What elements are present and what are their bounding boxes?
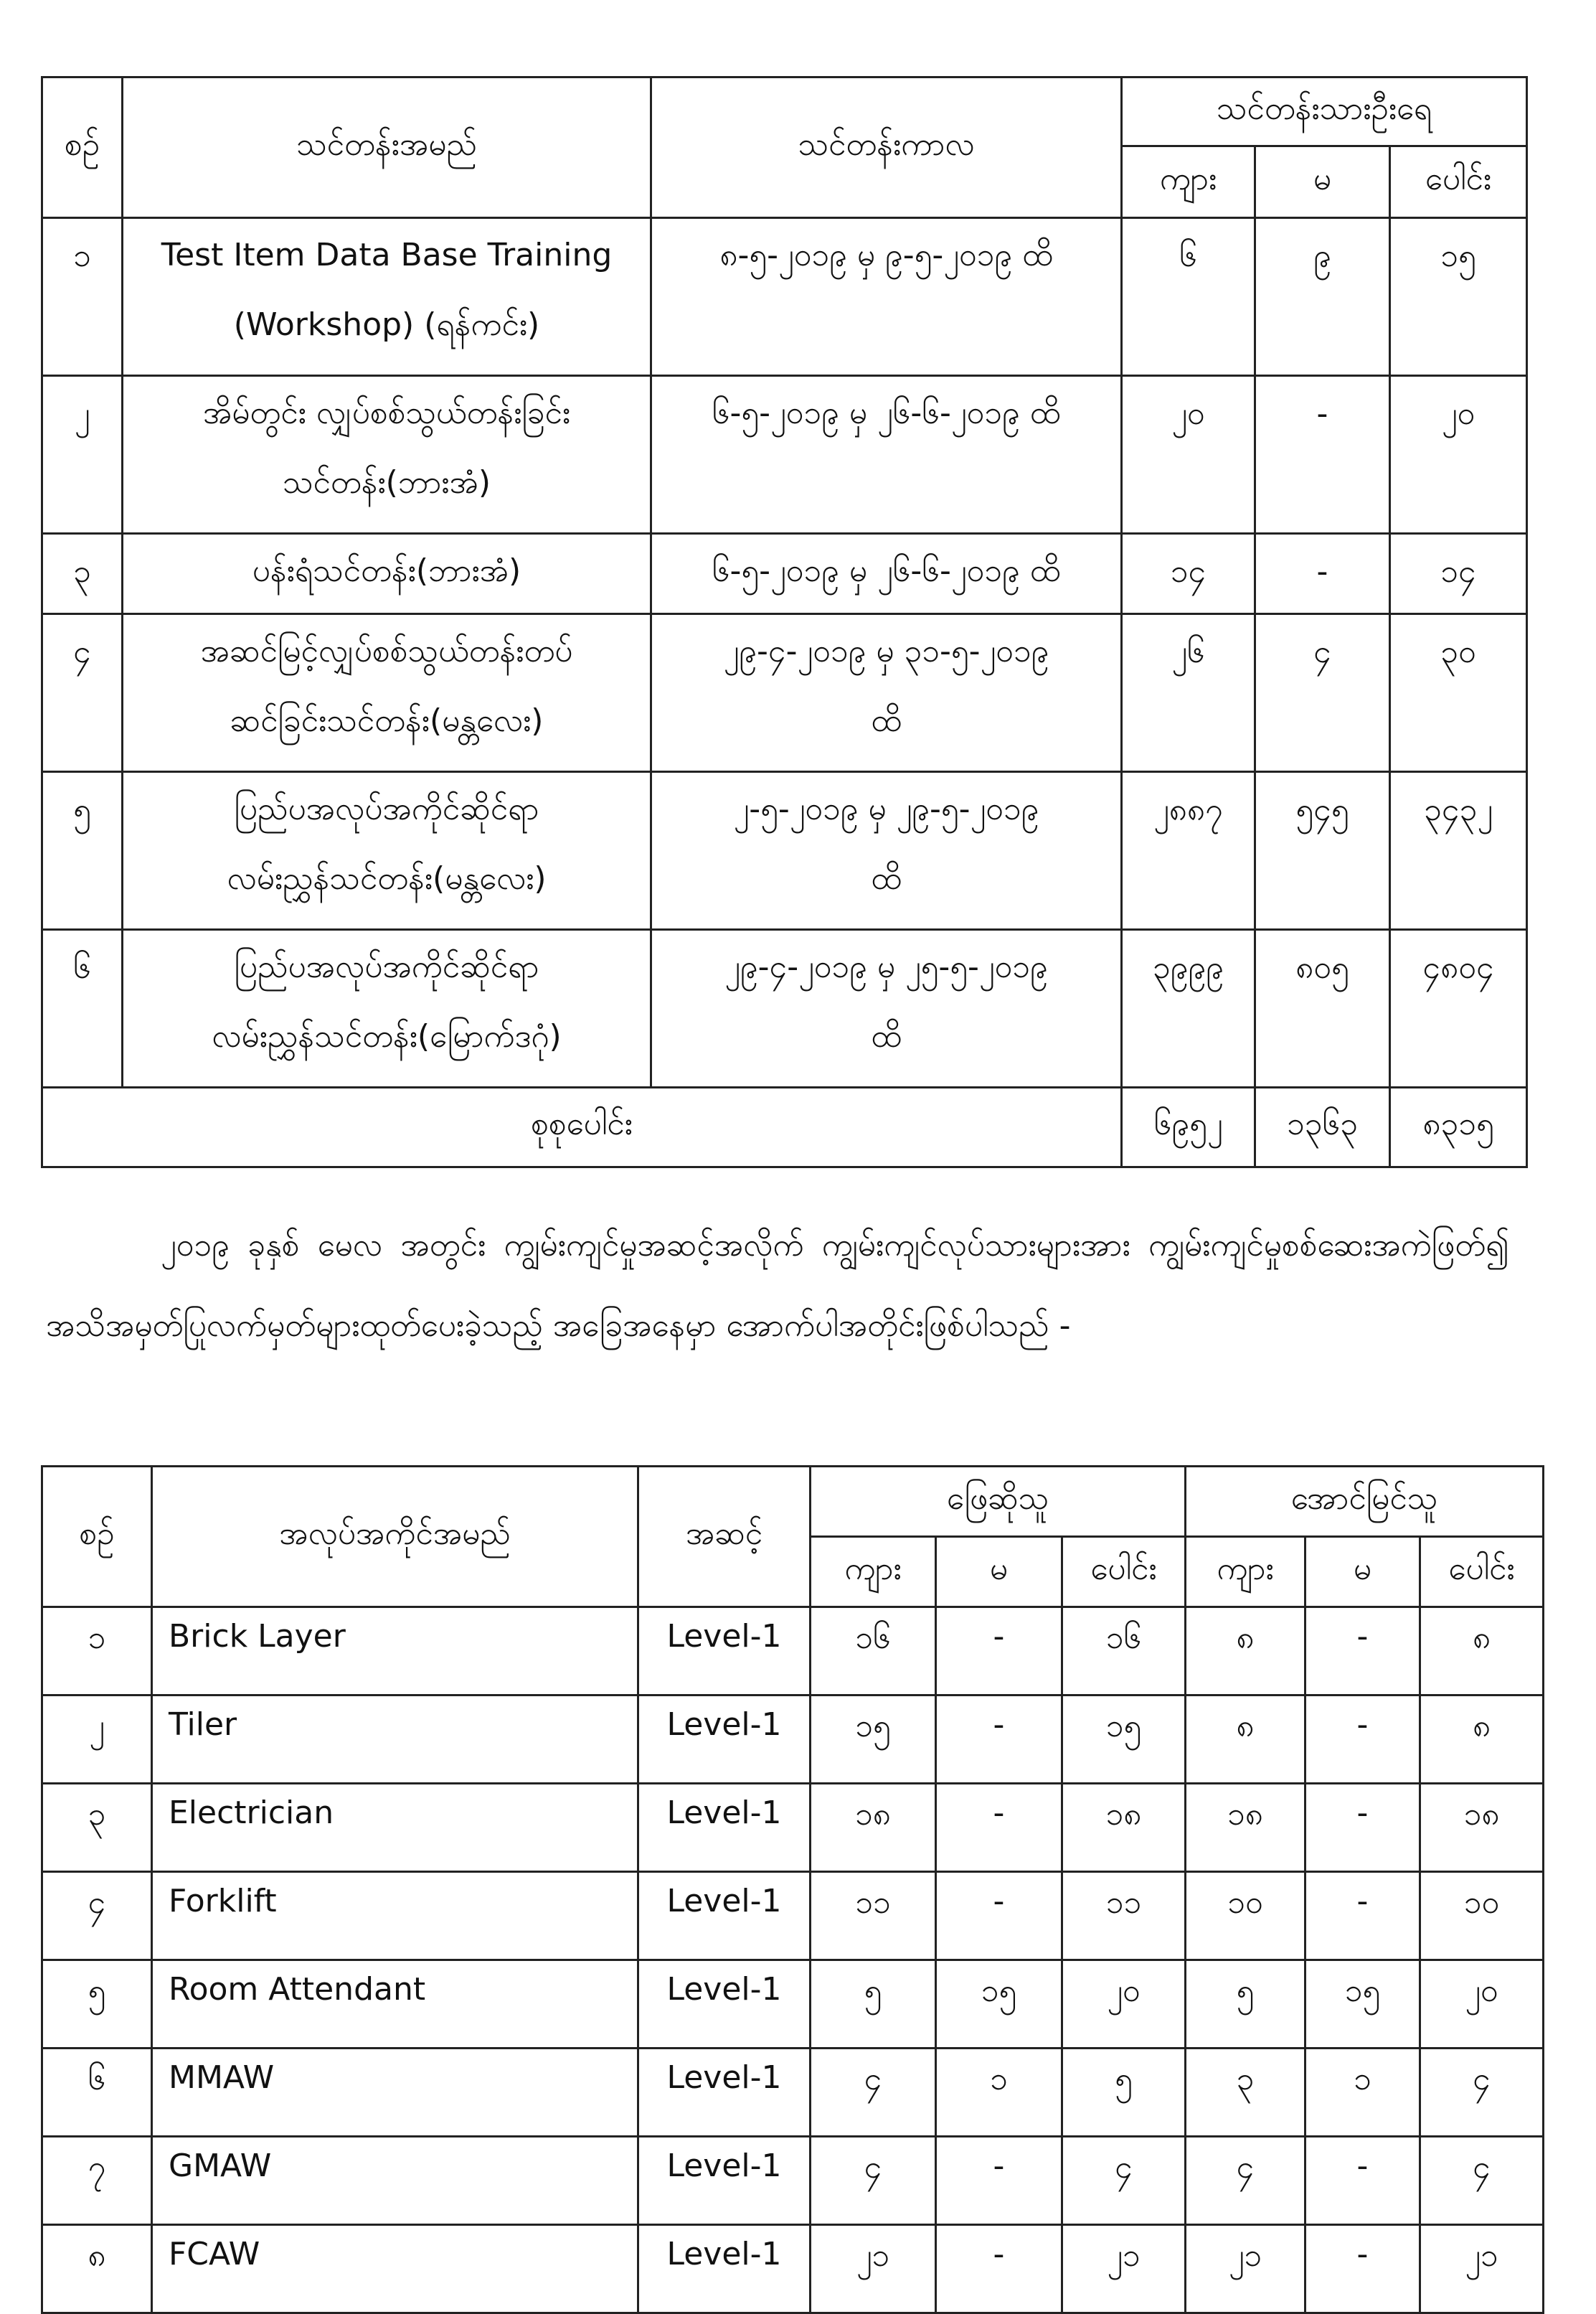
examinees-total: ၁၅ — [1062, 1695, 1186, 1784]
course-name-line: ပန်းရံသင်တန်း(ဘားအံ) — [252, 552, 521, 589]
examinees-total: ၅ — [1062, 2049, 1186, 2137]
occupation-name: Electrician — [152, 1784, 638, 1872]
total-count: ၃၀ — [1390, 614, 1527, 772]
male-count: ၂၀ — [1122, 376, 1255, 534]
header-examinees: ဖြေဆိုသူ — [811, 1467, 1186, 1537]
course-name-line: Test Item Data Base Training — [161, 237, 613, 273]
course-period — [651, 534, 1122, 614]
course-name-line: သင်တန်း(ဘားအံ) — [282, 464, 491, 501]
examinees-total: ၂၀ — [1062, 1960, 1186, 2049]
skill-assessment-body — [42, 1607, 1544, 2313]
course-name-line: (Workshop) (ရန်ကင်း) — [233, 306, 540, 343]
total-count: ၂၀ — [1390, 376, 1527, 534]
table-row — [42, 930, 1527, 1088]
examinees-female: - — [936, 1784, 1062, 1872]
row-no: ၂ — [42, 376, 123, 534]
examinees-male: ၁၅ — [811, 1695, 936, 1784]
summary-paragraph — [46, 1205, 1509, 1366]
header-course-period: သင်တန်းကာလ — [651, 77, 1122, 218]
examinees-male: ၅ — [811, 1960, 936, 2049]
passed-female: - — [1305, 1607, 1420, 1695]
total-count: ၁၅ — [1390, 218, 1527, 376]
occupation-name: Tiler — [152, 1695, 638, 1784]
header-examinees-female: မ — [936, 1537, 1062, 1607]
female-count: ၅၄၅ — [1255, 772, 1390, 930]
examinees-male: ၄ — [811, 2137, 936, 2225]
table-row — [42, 772, 1527, 930]
passed-total: ၈ — [1420, 1695, 1544, 1784]
passed-female: ၁၅ — [1305, 1960, 1420, 2049]
passed-male: ၃ — [1186, 2049, 1305, 2137]
row-no: ၂ — [42, 1695, 152, 1784]
course-period-line: ၂၉-၄-၂၀၁၉ မှ ၃၁-၅-၂၀၁၉ — [723, 633, 1049, 669]
table-row — [42, 376, 1527, 534]
female-count: ၄ — [1255, 614, 1390, 772]
passed-total: ၄ — [1420, 2137, 1544, 2225]
total-count: ၃၄၃၂ — [1390, 772, 1527, 930]
header-course-name: သင်တန်းအမည် — [123, 77, 651, 218]
female-count: - — [1255, 376, 1390, 534]
total-count: ၁၄ — [1390, 534, 1527, 614]
course-period — [651, 930, 1122, 1088]
course-period-line: ၂၉-၄-၂၀၁၉ မှ ၂၅-၅-၂၀၁၉ — [724, 949, 1048, 985]
course-name-line: အိမ်တွင်း လျှပ်စစ်သွယ်တန်းခြင်း — [202, 395, 571, 431]
passed-total: ၄ — [1420, 2049, 1544, 2137]
level: Level-1 — [638, 1607, 811, 1695]
level: Level-1 — [638, 2225, 811, 2313]
examinees-female: ၁ — [936, 2049, 1062, 2137]
examinees-total: ၁၆ — [1062, 1607, 1186, 1695]
course-period-line: ၆-၅-၂၀၁၉ မှ ၂၆-၆-၂၀၁၉ ထိ — [712, 552, 1061, 589]
examinees-total: ၁၈ — [1062, 1784, 1186, 1872]
examinees-female: - — [936, 1607, 1062, 1695]
male-count: ၆ — [1122, 218, 1255, 376]
header-no: စဉ် — [42, 1467, 152, 1607]
course-name-line: ပြည်ပအလုပ်အကိုင်ဆိုင်ရာ — [234, 949, 539, 985]
examinees-female: - — [936, 1872, 1062, 1960]
header-passed-male: ကျား — [1186, 1537, 1305, 1607]
row-no: ၈ — [42, 2225, 152, 2313]
passed-female: - — [1305, 2225, 1420, 2313]
occupation-name: FCAW — [152, 2225, 638, 2313]
summary-text: ၂၀၁၉ ခုနှစ် မေလ အတွင်း ကျွမ်းကျင်မှုအဆင့်အလိုက် ကျွမ်းကျင်လုပ်သားများအား ကျွမ်းကျင်မှုစစ်ဆေးအကဲဖြတ်၍ အသိအမှတ်ပြုလက်မှတ်များထုတ်ပေးခဲ့သည့် အခြေအနေမှာ အောက်ပါအတိုင်းဖြစ်ပါသည် - — [46, 1227, 1509, 1344]
examinees-total: ၁၁ — [1062, 1872, 1186, 1960]
header-examinees-total: ပေါင်း — [1062, 1537, 1186, 1607]
table-row — [42, 2049, 1544, 2137]
passed-female: - — [1305, 2137, 1420, 2225]
passed-male: ၈ — [1186, 1607, 1305, 1695]
passed-total: ၁၈ — [1420, 1784, 1544, 1872]
level: Level-1 — [638, 1960, 811, 2049]
header-passed-total: ပေါင်း — [1420, 1537, 1544, 1607]
passed-total: ၈ — [1420, 1607, 1544, 1695]
total-count: ၄၈၀၄ — [1390, 930, 1527, 1088]
course-name — [123, 614, 651, 772]
passed-male: ၁၀ — [1186, 1872, 1305, 1960]
grand-total-label: စုစုပေါင်း — [42, 1088, 1122, 1167]
occupation-name: Room Attendant — [152, 1960, 638, 2049]
row-no: ၁ — [42, 1607, 152, 1695]
passed-female: ၁ — [1305, 2049, 1420, 2137]
level: Level-1 — [638, 1695, 811, 1784]
course-period-line: ၂-၅-၂၀၁၉ မှ ၂၉-၅-၂၀၁၉ — [733, 791, 1039, 827]
grand-total-male: ၆၉၅၂ — [1122, 1088, 1255, 1167]
occupation-name: Forklift — [152, 1872, 638, 1960]
level: Level-1 — [638, 2137, 811, 2225]
table-row — [42, 2137, 1544, 2225]
training-courses-body — [42, 218, 1527, 1088]
skill-assessment-table — [41, 1465, 1544, 2314]
passed-male: ၁၈ — [1186, 1784, 1305, 1872]
passed-total: ၁၀ — [1420, 1872, 1544, 1960]
course-name-line: လမ်းညွှန်သင်တန်း(မြောက်ဒဂုံ) — [212, 1018, 562, 1055]
passed-female: - — [1305, 1784, 1420, 1872]
header-female: မ — [1255, 146, 1390, 218]
examinees-female: - — [936, 2137, 1062, 2225]
course-name-line: ဆင်ခြင်းသင်တန်း(မန္တလေး) — [230, 702, 544, 739]
row-no: ၅ — [42, 772, 123, 930]
table-row — [42, 1695, 1544, 1784]
header-no: စဉ် — [42, 77, 123, 218]
table-row — [42, 1607, 1544, 1695]
training-courses-table — [41, 76, 1528, 1168]
passed-male: ၅ — [1186, 1960, 1305, 2049]
table-row — [42, 1872, 1544, 1960]
examinees-male: ၁၁ — [811, 1872, 936, 1960]
header-male: ကျား — [1122, 146, 1255, 218]
course-period — [651, 218, 1122, 376]
row-no: ၆ — [42, 2049, 152, 2137]
passed-male: ၈ — [1186, 1695, 1305, 1784]
row-no: ၆ — [42, 930, 123, 1088]
examinees-female: - — [936, 1695, 1062, 1784]
level: Level-1 — [638, 2049, 811, 2137]
course-period — [651, 772, 1122, 930]
male-count: ၂၈၈၇ — [1122, 772, 1255, 930]
row-no: ၃ — [42, 534, 123, 614]
occupation-name: GMAW — [152, 2137, 638, 2225]
course-period-line: ထိ — [871, 860, 902, 897]
row-no: ၇ — [42, 2137, 152, 2225]
occupation-name: MMAW — [152, 2049, 638, 2137]
header-occupation: အလုပ်အကိုင်အမည် — [152, 1467, 638, 1607]
row-no: ၅ — [42, 1960, 152, 2049]
course-name — [123, 376, 651, 534]
course-period-line: ၆-၅-၂၀၁၉ မှ ၂၆-၆-၂၀၁၉ ထိ — [712, 395, 1061, 431]
course-name — [123, 772, 651, 930]
occupation-name: Brick Layer — [152, 1607, 638, 1695]
female-count: ၉ — [1255, 218, 1390, 376]
examinees-male: ၁၆ — [811, 1607, 936, 1695]
examinees-female: - — [936, 2225, 1062, 2313]
female-count: - — [1255, 534, 1390, 614]
male-count: ၃၉၉၉ — [1122, 930, 1255, 1088]
passed-male: ၂၁ — [1186, 2225, 1305, 2313]
level: Level-1 — [638, 1872, 811, 1960]
male-count: ၂၆ — [1122, 614, 1255, 772]
table-row — [42, 1960, 1544, 2049]
course-name-line: ပြည်ပအလုပ်အကိုင်ဆိုင်ရာ — [234, 791, 539, 827]
row-no: ၃ — [42, 1784, 152, 1872]
course-period — [651, 614, 1122, 772]
grand-total-female: ၁၃၆၃ — [1255, 1088, 1390, 1167]
examinees-female: ၁၅ — [936, 1960, 1062, 2049]
passed-male: ၄ — [1186, 2137, 1305, 2225]
course-name — [123, 218, 651, 376]
course-name — [123, 930, 651, 1088]
examinees-male: ၄ — [811, 2049, 936, 2137]
table-row — [42, 614, 1527, 772]
female-count: ၈၀၅ — [1255, 930, 1390, 1088]
passed-total: ၂၁ — [1420, 2225, 1544, 2313]
course-name-line: အဆင်မြင့်လျှပ်စစ်သွယ်တန်းတပ် — [200, 633, 573, 669]
header-level: အဆင့် — [638, 1467, 811, 1607]
header-examinees-male: ကျား — [811, 1537, 936, 1607]
passed-female: - — [1305, 1872, 1420, 1960]
examinees-total: ၄ — [1062, 2137, 1186, 2225]
course-period-line: ထိ — [871, 1018, 902, 1055]
header-trainees: သင်တန်းသားဦးရေ — [1122, 77, 1527, 146]
table-row — [42, 218, 1527, 376]
table-row — [42, 2225, 1544, 2313]
male-count: ၁၄ — [1122, 534, 1255, 614]
course-name — [123, 534, 651, 614]
header-passed: အောင်မြင်သူ — [1186, 1467, 1544, 1537]
course-period-line: ထိ — [871, 702, 902, 739]
level: Level-1 — [638, 1784, 811, 1872]
examinees-male: ၁၈ — [811, 1784, 936, 1872]
course-period — [651, 376, 1122, 534]
row-no: ၄ — [42, 1872, 152, 1960]
header-passed-female: မ — [1305, 1537, 1420, 1607]
course-name-line: လမ်းညွှန်သင်တန်း(မန္တလေး) — [227, 860, 547, 897]
course-period-line: ၈-၅-၂၀၁၉ မှ ၉-၅-၂၀၁၉ ထိ — [719, 237, 1053, 273]
grand-total-sum: ၈၃၁၅ — [1390, 1088, 1527, 1167]
table-row — [42, 534, 1527, 614]
row-no: ၁ — [42, 218, 123, 376]
passed-total: ၂၀ — [1420, 1960, 1544, 2049]
table-row — [42, 1784, 1544, 1872]
examinees-male: ၂၁ — [811, 2225, 936, 2313]
passed-female: - — [1305, 1695, 1420, 1784]
row-no: ၄ — [42, 614, 123, 772]
header-total: ပေါင်း — [1390, 146, 1527, 218]
examinees-total: ၂၁ — [1062, 2225, 1186, 2313]
